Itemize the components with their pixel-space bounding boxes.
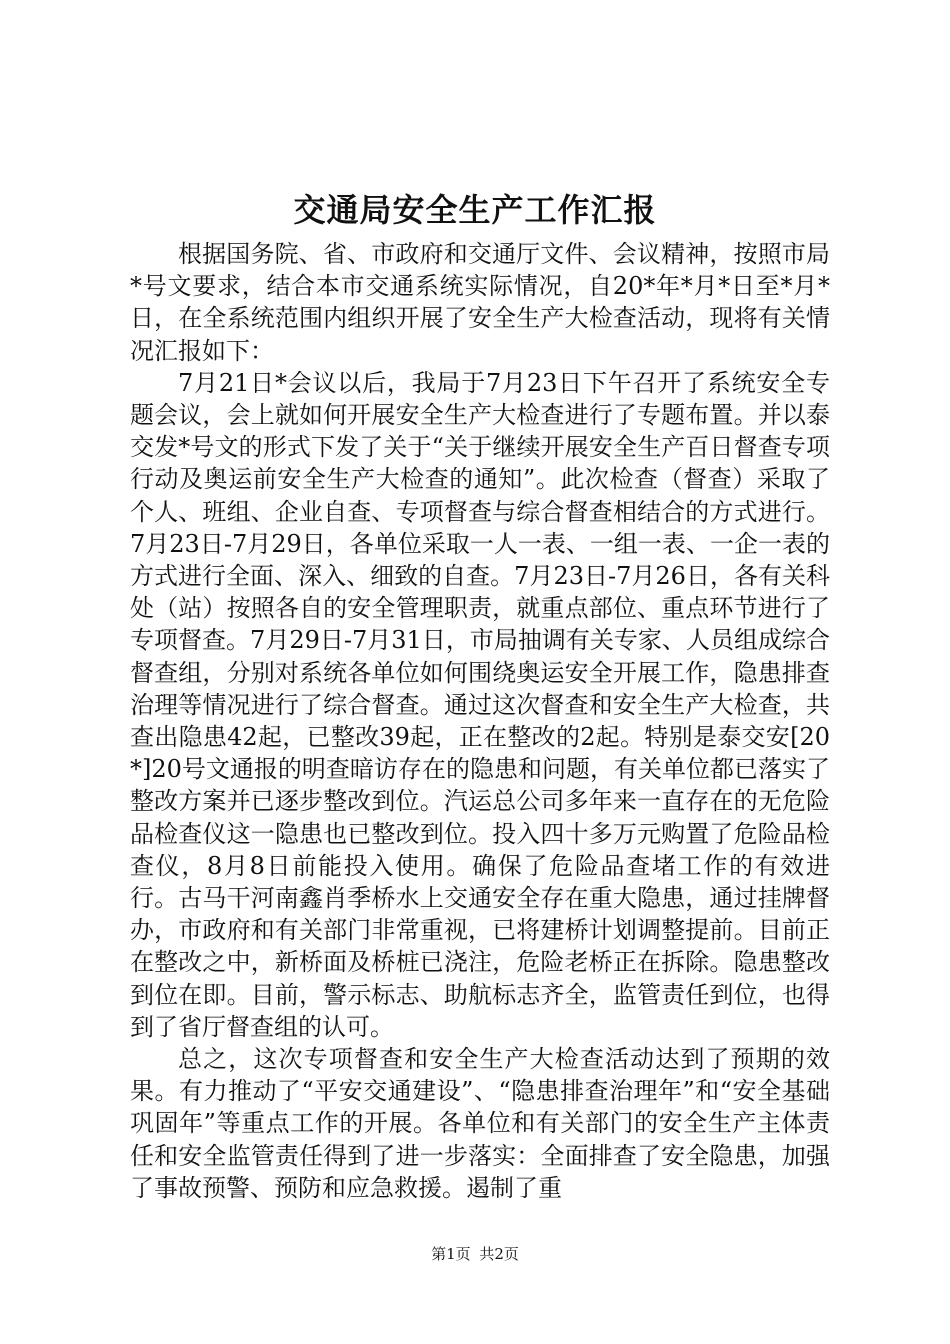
paragraph-summary: 总之，这次专项督查和安全生产大检查活动达到了预期的效果。有力推动了“平安交通建设”、“隐患排查治理年”和“安全基础巩固年”等重点工作的开展。各单位和有关部门的安全生产主体责任和安全监管责任得到了进一步落实：全面排查了安全隐患，加强了事故预警、预防和应急救援。遏制了重 — [130, 1045, 830, 1202]
document-title: 交通局安全生产工作汇报 — [293, 191, 657, 229]
paragraph-intro: 根据国务院、省、市政府和交通厅文件、会议精神，按照市局*号文要求，结合本市交通系统实际情况，自20*年*月*日至*月*日，在全系统范围内组织开展了安全生产大检查活动，现将有关情况汇报如下： — [130, 240, 830, 365]
page-number: 第1页 — [431, 1245, 471, 1263]
paragraph-inspection-details: 7月21日*会议以后，我局于7月23日下午召开了系统安全专题会议，会上就如何开展安全生产大检查进行了专题布置。并以泰交发*号文的形式下发了关于“关于继续开展安全生产百日督查专项行动及奥运前安全生产大检查的通知”。此次检查（督查）采取了个人、班组、企业自查、专项督查与综合督查相结合的方式进行。7月23日-7月29日，各单位采取一人一表、一组一表、一企一表的方式进行全面、深入、细致的自查。7月23日-7月26日，各有关科处（站）按照各自的安全管理职责，就重点部位、重点环节进行了专项督查。7月29日-7月31日，市局抽调有关专家、人员组成综合督查组，分别对系统各单位如何围绕奥运安全开展工作，隐患排查治理等情况进行了综合督查。通过这次督查和安全生产大检查，共查出隐患42起，已整改39起，正在整改的2起。特别是泰交安[20*]20号文通报的明查暗访存在的隐患和问题，有关单位都已落实了整改方案并已逐步整改到位。汽运总公司多年来一直存在的无危险品检查仪这一隐患也已整改到位。投入四十多万元购置了危险品检查仪，8月8日前能投入使用。确保了危险品查堵工作的有效进行。古马干河南鑫肖季桥水上交通安全存在重大隐患，通过挂牌督办，市政府和有关部门非常重视，已将建桥计划调整提前。目前正在整改之中，新桥面及桥桩已浇注，危险老桥正在拆除。隐患整改到位在即。目前，警示标志、助航标志齐全，监管责任到位，也得到了省厅督查组的认可。 — [130, 368, 830, 1041]
page-footer — [0, 1244, 950, 1264]
document-body — [130, 238, 830, 1204]
page-total: 共2页 — [479, 1245, 519, 1263]
